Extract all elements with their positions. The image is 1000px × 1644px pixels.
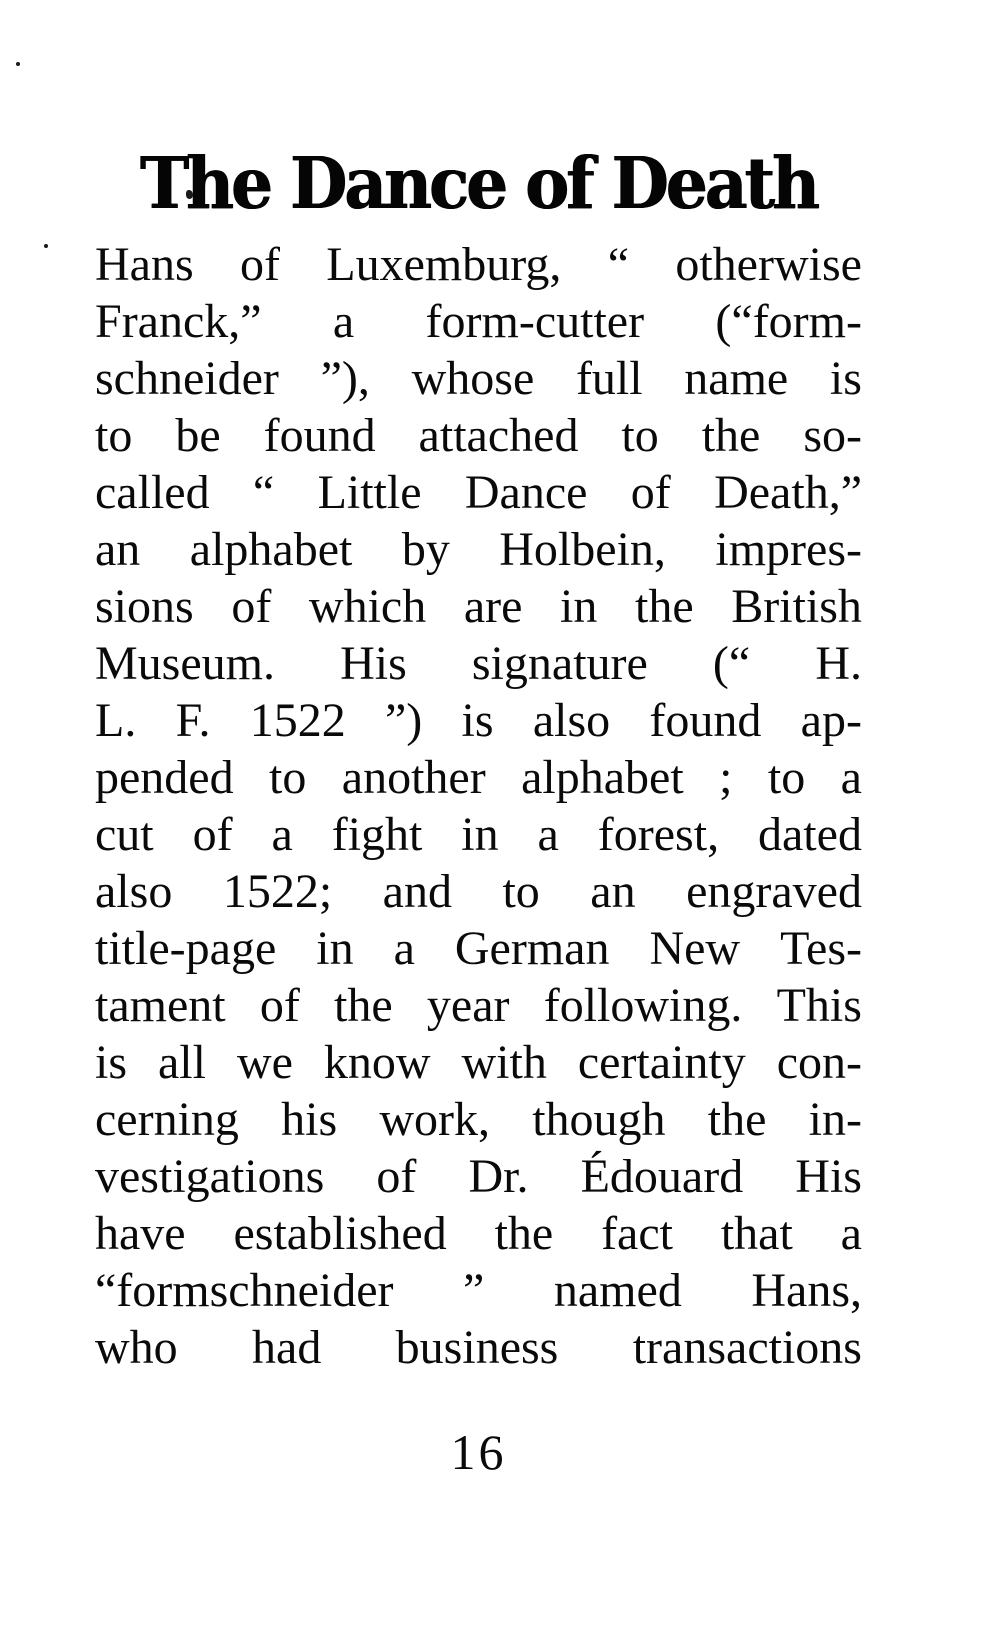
text-line: tament of the year following. This bbox=[95, 979, 862, 1032]
page-number: 16 bbox=[450, 1424, 507, 1480]
text-line: Museum. His signature (“ H. bbox=[95, 637, 862, 690]
text-line: L. F. 1522 ”) is also found ap- bbox=[95, 694, 862, 747]
text-line: also 1522; and to an engraved bbox=[95, 865, 862, 918]
text-line: vestigations of Dr. Édouard His bbox=[95, 1150, 862, 1203]
text-line: title-page in a German New Tes- bbox=[95, 922, 862, 975]
text-line: Franck,” a form-cutter (“form- bbox=[95, 295, 862, 348]
page-title: The Dance of Death bbox=[139, 141, 818, 226]
text-line: schneider ”), whose full name is bbox=[95, 352, 862, 405]
text-line: is all we know with certainty con- bbox=[95, 1036, 862, 1089]
text-line: cut of a fight in a forest, dated bbox=[95, 808, 862, 861]
text-line: “formschneider ” named Hans, bbox=[95, 1264, 862, 1317]
text-line: called “ Little Dance of Death,” bbox=[95, 466, 862, 519]
text-line: have established the fact that a bbox=[95, 1207, 862, 1260]
text-line: Hans of Luxemburg, “ otherwise bbox=[95, 238, 862, 291]
text-line: sions of which are in the British bbox=[95, 580, 862, 633]
text-line: who had business transactions bbox=[95, 1321, 862, 1374]
text-line: to be found attached to the so- bbox=[95, 409, 862, 462]
text-line: pended to another alphabet ; to a bbox=[95, 751, 862, 804]
ink-speck bbox=[16, 62, 20, 66]
body-text bbox=[95, 236, 862, 1376]
ink-speck bbox=[44, 244, 48, 248]
text-line: cerning his work, though the in- bbox=[95, 1093, 862, 1146]
text-line: an alphabet by Holbein, impres- bbox=[95, 523, 862, 576]
